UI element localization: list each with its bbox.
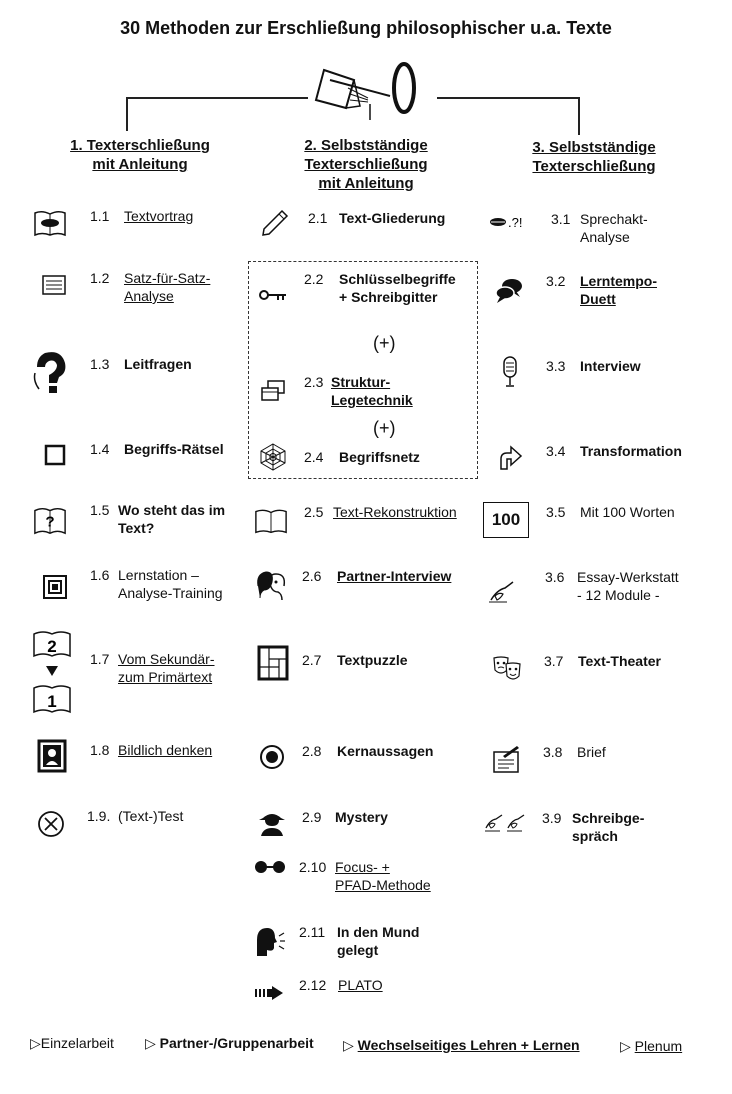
key-icon bbox=[256, 278, 290, 312]
item-number: 3.3 bbox=[546, 358, 566, 374]
legend-label: Partner-/Gruppenarbeit bbox=[159, 1035, 314, 1051]
method-label-3-4: Transformation bbox=[580, 443, 682, 459]
connector-line-right bbox=[437, 97, 579, 99]
method-label-2-9: Mystery bbox=[335, 809, 388, 825]
method-label-3-1: Sprechakt- Analyse bbox=[580, 211, 648, 245]
item-number: 1.6 bbox=[90, 567, 110, 583]
item-number: 1.1 bbox=[90, 208, 110, 224]
item-number: 2.7 bbox=[302, 652, 322, 668]
item-number: 2.12 bbox=[299, 977, 327, 993]
method-label-2-5: Text-Rekonstruktion bbox=[333, 504, 457, 520]
column-heading-1: 1. Texterschließung mit Anleitung bbox=[70, 137, 210, 173]
item-number: 3.4 bbox=[546, 443, 566, 459]
item-number: 3.8 bbox=[543, 744, 563, 760]
books-2-to-1-icon bbox=[32, 630, 72, 718]
method-label-3-3: Interview bbox=[580, 358, 641, 374]
turn-arrow-icon bbox=[492, 440, 526, 474]
item-number: 2.1 bbox=[308, 210, 328, 226]
method-label-1-6: Lernstation – Analyse-Training bbox=[118, 567, 223, 601]
plus-sign-2: (+) bbox=[373, 418, 396, 438]
microphone-icon bbox=[493, 355, 527, 389]
method-label-3-6: Essay-Werkstatt - 12 Module - bbox=[577, 569, 679, 603]
target-square-icon bbox=[38, 570, 72, 604]
item-number: 1.3 bbox=[90, 356, 110, 372]
theater-masks-icon bbox=[490, 652, 524, 686]
plus-sign-1: (+) bbox=[373, 333, 396, 353]
svg-text:?: ? bbox=[45, 513, 55, 531]
item-number: 2.10 bbox=[299, 859, 327, 875]
svg-text:1: 1 bbox=[47, 692, 57, 711]
lips-exclaim-icon bbox=[488, 210, 538, 234]
item-number: 1.5 bbox=[90, 502, 110, 518]
open-book-lips-icon bbox=[33, 206, 67, 240]
method-label-2-7: Textpuzzle bbox=[337, 652, 408, 668]
item-number: 1.4 bbox=[90, 441, 110, 457]
method-label-3-8: Brief bbox=[577, 744, 606, 760]
item-number: 3.6 bbox=[545, 569, 565, 585]
lips-exclaim-icon-text: .?! bbox=[508, 215, 523, 230]
method-label-2-11: In den Mund gelegt bbox=[337, 924, 420, 958]
book-question-icon bbox=[33, 503, 67, 537]
item-number: 1.2 bbox=[90, 270, 110, 286]
legend-label: Plenum bbox=[634, 1038, 683, 1054]
letter-icon bbox=[489, 742, 523, 776]
method-label-1-8: Bildlich denken bbox=[118, 742, 213, 758]
picture-frame-icon bbox=[35, 739, 69, 773]
item-number: 2.8 bbox=[302, 743, 322, 759]
circle-x-icon bbox=[34, 807, 68, 841]
pencil-icon bbox=[258, 206, 292, 240]
puzzle-frame-icon bbox=[256, 646, 290, 680]
item-number: 1.7 bbox=[90, 651, 110, 667]
connector-line-left bbox=[126, 97, 308, 99]
open-book-icon bbox=[254, 504, 288, 538]
method-label-1-4: Begriffs-Rätsel bbox=[124, 441, 224, 457]
item-number: 2.2 bbox=[304, 271, 324, 287]
legend-item-partner-gruppenarbeit bbox=[145, 1034, 314, 1052]
method-label-1-9: (Text-)Test bbox=[118, 808, 184, 824]
two-writing-hands-icon bbox=[484, 812, 528, 834]
connector-line-right-down bbox=[578, 97, 580, 135]
item-number: 3.7 bbox=[544, 653, 564, 669]
item-number: 3.5 bbox=[546, 504, 566, 520]
stacked-cards-icon bbox=[256, 374, 290, 408]
dumbbell-dots-icon bbox=[253, 850, 287, 884]
legend-item-einzelarbeit bbox=[30, 1034, 114, 1052]
legend-label: Einzelarbeit bbox=[40, 1035, 114, 1051]
column-heading-3: 3. Selbstständige Texterschließung bbox=[532, 139, 656, 175]
square-icon bbox=[38, 438, 72, 472]
method-label-2-12: PLATO bbox=[338, 977, 383, 993]
method-label-3-7: Text-Theater bbox=[578, 653, 661, 669]
method-label-2-6: Partner-Interview bbox=[337, 568, 452, 584]
item-number: 2.11 bbox=[299, 924, 326, 940]
item-number: 1.9. bbox=[87, 808, 111, 824]
item-number: 3.9 bbox=[542, 810, 562, 826]
item-number: 2.5 bbox=[304, 504, 324, 520]
legend-marker-icon: ▷ bbox=[30, 1035, 41, 1051]
method-label-1-2: Satz-für-Satz- Analyse bbox=[124, 270, 211, 304]
method-label-2-2: Schlüsselbegriffe + Schreibgitter bbox=[339, 271, 456, 305]
box-100-icon: 100 bbox=[483, 502, 529, 538]
two-faces-icon bbox=[254, 568, 288, 602]
item-number: 2.6 bbox=[302, 568, 322, 584]
head-question-mark-icon bbox=[31, 350, 75, 394]
legend-label: Wechselseitiges Lehren + Lernen bbox=[357, 1037, 580, 1053]
writing-hand-icon bbox=[485, 574, 519, 608]
page-title: 30 Methoden zur Erschließung philosophischer u.a. Texte bbox=[120, 18, 612, 38]
speech-bubbles-icon bbox=[492, 274, 526, 308]
item-number: 3.2 bbox=[546, 273, 566, 289]
method-label-3-9: Schreibge- spräch bbox=[572, 810, 645, 844]
text-document-icon bbox=[37, 268, 71, 302]
item-number: 1.8 bbox=[90, 742, 110, 758]
bullseye-icon bbox=[255, 740, 289, 774]
legend-item-plenum bbox=[620, 1037, 682, 1055]
method-label-2-3: Struktur- Legetechnik bbox=[331, 374, 413, 408]
method-label-1-5: Wo steht das im Text? bbox=[118, 502, 226, 536]
item-number: 2.4 bbox=[304, 449, 324, 465]
item-number: 3.1 bbox=[551, 211, 571, 227]
book-seesaw-logo-icon bbox=[310, 60, 430, 120]
striped-arrow-icon bbox=[252, 976, 286, 1010]
method-label-2-1: Text-Gliederung bbox=[339, 210, 446, 226]
column-heading-2: 2. Selbstständige Texterschließung mit Anleitung bbox=[304, 137, 428, 192]
legend-item-wechselseitiges-lehren bbox=[343, 1036, 580, 1054]
method-label-2-4: Begriffsnetz bbox=[339, 449, 420, 465]
method-label-3-2: Lerntempo- Duett bbox=[580, 273, 657, 307]
method-label-1-7: Vom Sekundär- zum Primärtext bbox=[118, 651, 215, 685]
connector-line-left-down bbox=[126, 97, 128, 131]
item-number: 2.3 bbox=[304, 374, 324, 390]
speaking-head-icon bbox=[253, 925, 287, 959]
item-number: 2.9 bbox=[302, 809, 322, 825]
legend-marker-icon: ▷ bbox=[145, 1035, 156, 1051]
spider-web-icon bbox=[256, 440, 290, 474]
svg-text:2: 2 bbox=[47, 637, 57, 656]
detective-icon bbox=[255, 806, 289, 840]
legend-marker-icon: ▷ bbox=[343, 1037, 354, 1053]
method-label-1-3: Leitfragen bbox=[124, 356, 192, 372]
legend-marker-icon: ▷ bbox=[620, 1038, 631, 1054]
method-label-2-10: Focus- + PFAD-Methode bbox=[335, 859, 431, 893]
method-label-2-8: Kernaussagen bbox=[337, 743, 434, 759]
method-label-1-1: Textvortrag bbox=[124, 208, 194, 224]
method-label-3-5: Mit 100 Worten bbox=[580, 504, 675, 520]
